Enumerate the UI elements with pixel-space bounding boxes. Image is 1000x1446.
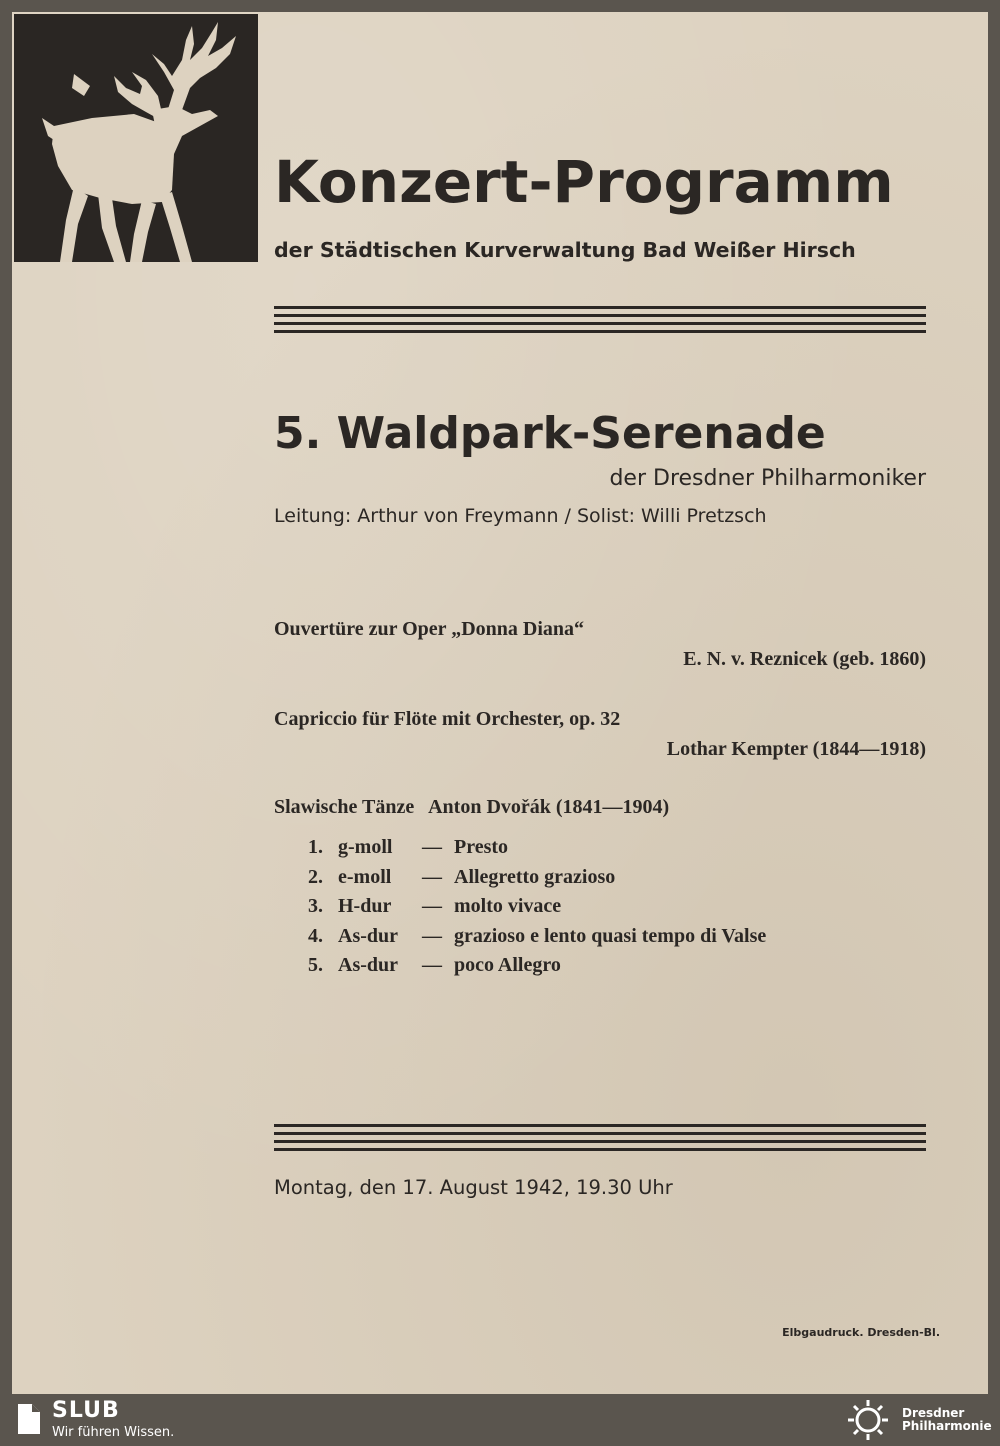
dance-number: 5. <box>308 954 323 976</box>
dance-dash: — <box>422 954 442 976</box>
divider-rules-bottom <box>274 1124 926 1156</box>
dance-dash: — <box>422 924 442 947</box>
dance-tempo: poco Allegro <box>454 954 561 976</box>
dance-tempo: molto vivace <box>454 895 562 917</box>
slub-logo-icon[interactable] <box>16 1402 42 1436</box>
philharmonie-line1: Dresdner <box>902 1406 965 1420</box>
dance-key: e-moll <box>338 865 392 888</box>
orchestra-name: der Dresdner Philharmoniker <box>609 466 926 491</box>
philharmonie-line2: Philharmonie <box>902 1419 992 1433</box>
list-item <box>308 866 766 896</box>
dance-dash: — <box>422 865 442 888</box>
philharmonie-name <box>902 1407 992 1433</box>
event-title: 5. Waldpark-Serenade <box>274 408 826 459</box>
list-item <box>308 895 766 925</box>
dance-key: g-moll <box>338 836 393 858</box>
dance-list <box>308 836 766 984</box>
printer-imprint: Elbgaudruck. Dresden-Bl. <box>782 1326 940 1339</box>
slub-name[interactable]: SLUB <box>52 1398 120 1423</box>
program-item-title: Slawische Tänze Anton Dvořák (1841—1904) <box>274 796 670 818</box>
dance-number: 4. <box>308 924 323 947</box>
divider-rules-top <box>274 306 926 338</box>
dance-dash: — <box>422 895 442 917</box>
program-item-composer: E. N. v. Reznicek (geb. 1860) <box>683 648 926 670</box>
dance-dash: — <box>422 836 442 858</box>
program-item-title: Capriccio für Flöte mit Orchester, op. 32 <box>274 708 621 730</box>
viewer-footer <box>0 1394 1000 1446</box>
list-item <box>308 836 766 866</box>
dance-key: As-dur <box>338 954 399 976</box>
dance-key: H-dur <box>338 895 392 917</box>
event-date: Montag, den 17. August 1942, 19.30 Uhr <box>274 1176 673 1199</box>
program-item-title: Ouvertüre zur Oper „Donna Diana“ <box>274 618 585 640</box>
dance-tempo: grazioso e lento quasi tempo di Valse <box>454 924 767 947</box>
list-item <box>308 925 766 955</box>
page-subtitle: der Städtischen Kurverwaltung Bad Weißer Hirsch <box>274 238 856 262</box>
dance-number: 3. <box>308 895 323 917</box>
page-title: Konzert-Programm <box>274 148 894 216</box>
dance-number: 2. <box>308 865 323 888</box>
list-item <box>308 954 766 984</box>
philharmonie-logo-icon[interactable] <box>842 1398 894 1442</box>
dance-number: 1. <box>308 836 323 858</box>
dance-tempo: Presto <box>454 836 509 858</box>
stag-logo <box>14 14 258 262</box>
program-item-composer: Lothar Kempter (1844—1918) <box>666 738 926 760</box>
dance-tempo: Allegretto grazioso <box>454 865 616 888</box>
stag-icon <box>14 14 258 262</box>
conductor-soloist-line: Leitung: Arthur von Freymann / Solist: Willi Pretzsch <box>274 505 767 527</box>
slub-tagline: Wir führen Wissen. <box>52 1425 175 1440</box>
dance-key: As-dur <box>338 924 399 947</box>
